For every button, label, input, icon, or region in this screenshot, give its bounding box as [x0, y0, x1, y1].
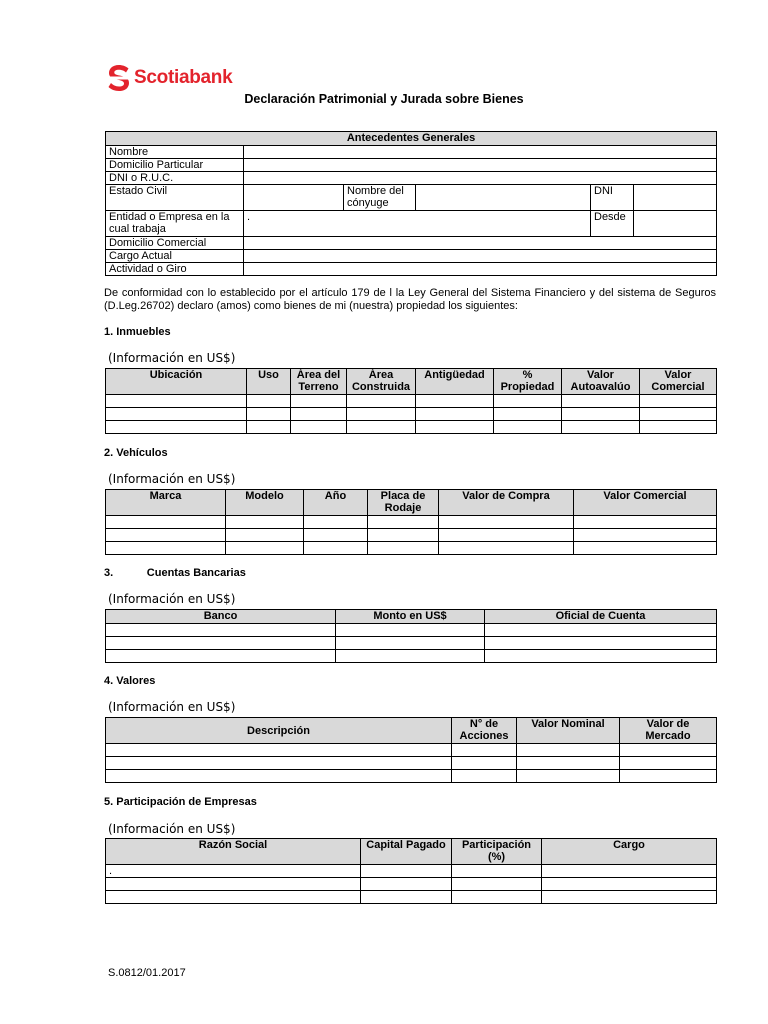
header-area-terreno: Área del Terreno	[291, 369, 347, 395]
label-dni: DNI	[591, 185, 634, 211]
header-propiedad: % Propiedad	[494, 369, 562, 395]
label-domicilio-comercial: Domicilio Comercial	[106, 237, 244, 250]
header-ubicacion: Ubicación	[106, 369, 247, 395]
header-valor-compra: Valor de Compra	[439, 490, 574, 516]
header-marca: Marca	[106, 490, 226, 516]
scotiabank-s-icon	[107, 64, 131, 92]
label-cargo-actual: Cargo Actual	[106, 250, 244, 263]
general-header: Antecedentes Generales	[106, 132, 717, 146]
header-oficial-cuenta: Oficial de Cuenta	[485, 610, 717, 624]
field-dni-ruc[interactable]	[244, 172, 717, 185]
header-uso: Uso	[247, 369, 291, 395]
inmuebles-table	[105, 368, 717, 434]
field-domicilio[interactable]	[244, 159, 717, 172]
participacion-table	[105, 838, 717, 904]
table-row	[106, 421, 717, 434]
declaration-paragraph: De conformidad con lo establecido por el artículo 179 de l la Ley General del Sistema Financiero y del sistema de Seguros (D.Leg.26702) declaro (amos) como bienes de mi (nuestra) propiedad los siguientes:	[104, 287, 716, 312]
table-row	[106, 395, 717, 408]
field-cargo-actual[interactable]	[244, 250, 717, 263]
label-actividad: Actividad o Giro	[106, 263, 244, 276]
general-info-table	[105, 131, 717, 276]
form-code: S.0812/01.2017	[108, 967, 186, 979]
header-descripcion: Descripción	[106, 718, 452, 744]
header-num-acciones: N° de Acciones	[452, 718, 517, 744]
table-row	[106, 891, 717, 904]
header-valor-mercado: Valor de Mercado	[620, 718, 717, 744]
field-nombre[interactable]	[244, 146, 717, 159]
info-note-valores: (Información en US$)	[108, 700, 236, 714]
label-estado-civil: Estado Civil	[106, 185, 244, 211]
header-participacion: Participación (%)	[452, 839, 542, 865]
table-row	[106, 529, 717, 542]
field-estado-civil[interactable]	[244, 185, 344, 211]
table-row	[106, 542, 717, 555]
header-valor-autoavaluo: Valor Autoavalúo	[562, 369, 640, 395]
cuentas-table	[105, 609, 717, 663]
label-entidad: Entidad o Empresa en la cual trabaja	[106, 211, 244, 237]
label-dni-ruc: DNI o R.U.C.	[106, 172, 244, 185]
table-row	[106, 757, 717, 770]
header-cargo: Cargo	[542, 839, 717, 865]
valores-table	[105, 717, 717, 783]
info-note-participacion: (Información en US$)	[108, 822, 236, 836]
scotiabank-logo	[107, 64, 232, 92]
info-note-vehiculos: (Información en US$)	[108, 472, 236, 486]
header-antiguedad: Antigüedad	[416, 369, 494, 395]
table-row	[106, 865, 717, 878]
table-row	[106, 516, 717, 529]
header-valor-comercial: Valor Comercial	[574, 490, 717, 516]
header-razon-social: Razón Social	[106, 839, 361, 865]
header-modelo: Modelo	[226, 490, 304, 516]
info-note-cuentas: (Información en US$)	[108, 592, 236, 606]
section-title-valores: 4. Valores	[104, 675, 156, 687]
brand-name: Scotiabank	[134, 67, 233, 88]
header-capital-pagado: Capital Pagado	[361, 839, 452, 865]
info-note-inmuebles: (Información en US$)	[108, 351, 236, 365]
label-nombre-conyuge: Nombre del cónyuge	[344, 185, 416, 211]
header-banco: Banco	[106, 610, 336, 624]
table-row	[106, 624, 717, 637]
field-desde[interactable]	[634, 211, 717, 237]
header-area-construida: Área Construida	[347, 369, 416, 395]
header-valor-comercial: Valor Comercial	[640, 369, 717, 395]
field-dni[interactable]	[634, 185, 717, 211]
table-row	[106, 878, 717, 891]
label-domicilio: Domicilio Particular	[106, 159, 244, 172]
label-desde: Desde	[591, 211, 634, 237]
table-row	[106, 637, 717, 650]
razon-social-cell[interactable]: .	[106, 865, 361, 878]
section-title-participacion: 5. Participación de Empresas	[104, 796, 257, 808]
table-row	[106, 650, 717, 663]
document-title: Declaración Patrimonial y Jurada sobre Bienes	[244, 92, 524, 106]
section-title-cuentas: 3. Cuentas Bancarias	[104, 567, 246, 579]
vehiculos-table	[105, 489, 717, 555]
section-title-vehiculos: 2. Vehículos	[104, 447, 168, 459]
field-actividad[interactable]	[244, 263, 717, 276]
table-row	[106, 408, 717, 421]
label-nombre: Nombre	[106, 146, 244, 159]
field-domicilio-comercial[interactable]	[244, 237, 717, 250]
header-monto: Monto en US$	[336, 610, 485, 624]
table-row	[106, 770, 717, 783]
field-entidad[interactable]: .	[244, 211, 591, 237]
section-title-inmuebles: 1. Inmuebles	[104, 326, 171, 338]
table-row	[106, 744, 717, 757]
header-ano: Año	[304, 490, 368, 516]
header-placa-rodaje: Placa de Rodaje	[368, 490, 439, 516]
header-valor-nominal: Valor Nominal	[517, 718, 620, 744]
field-nombre-conyuge[interactable]	[416, 185, 591, 211]
